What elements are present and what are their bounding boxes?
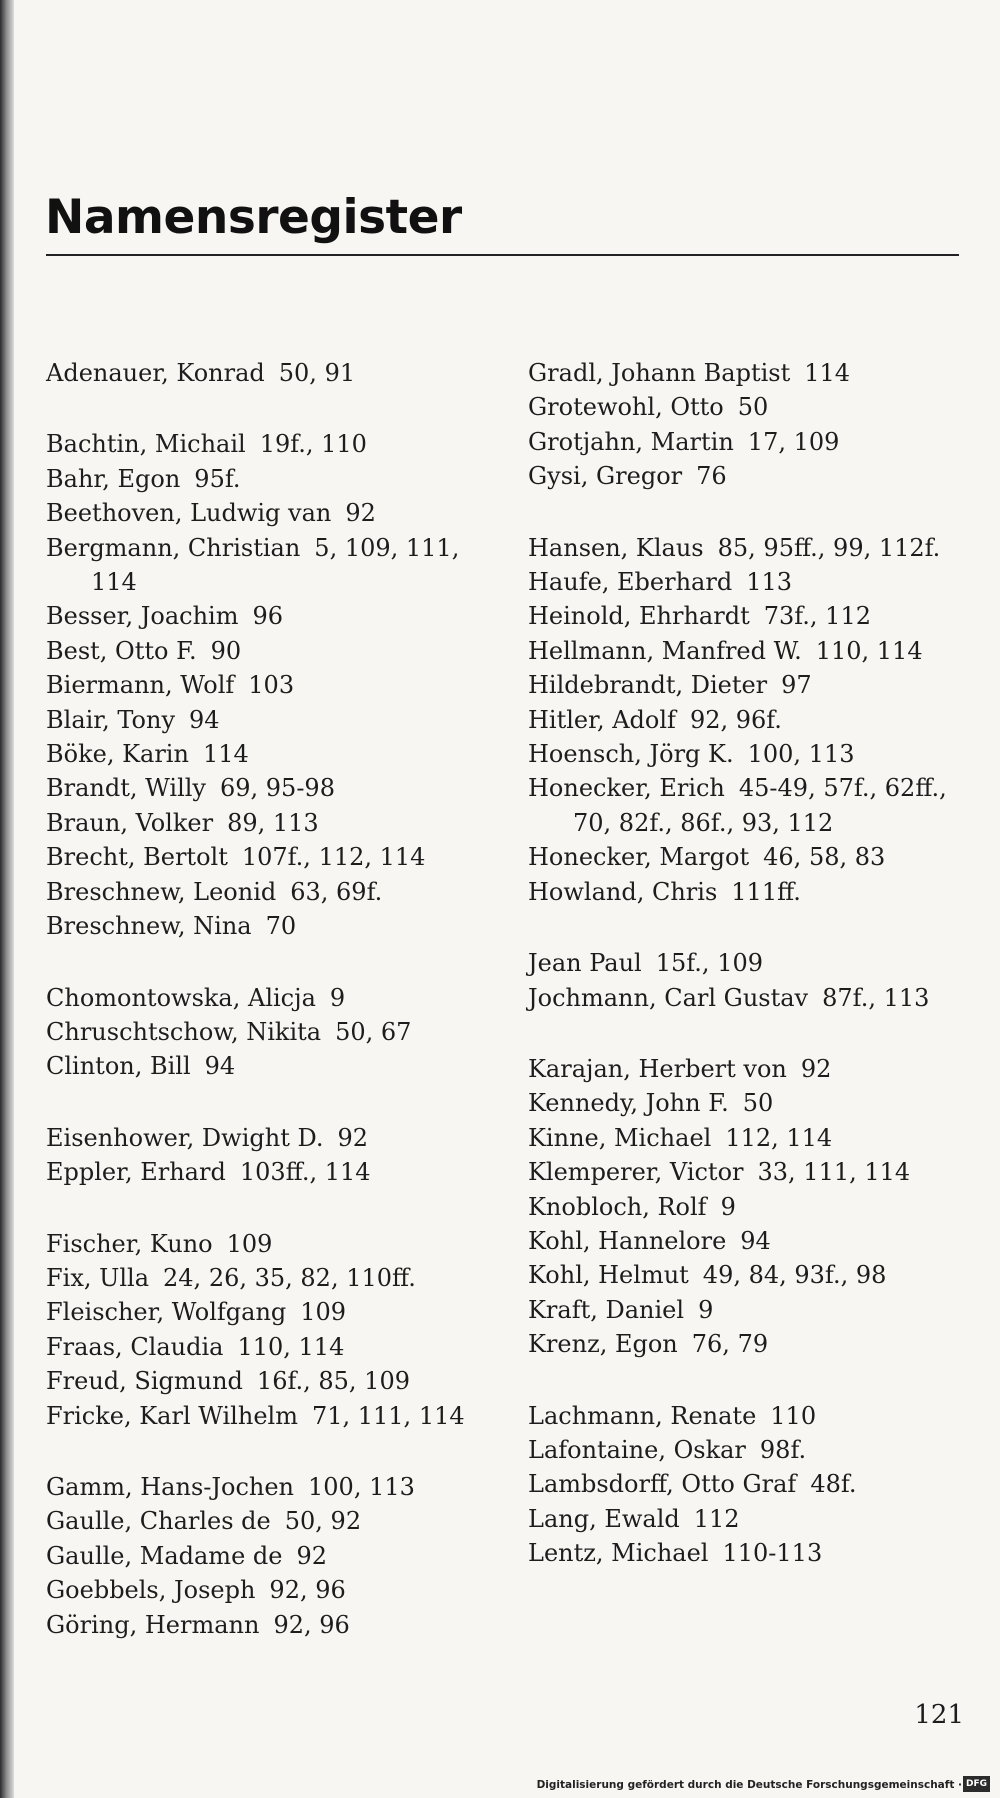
index-entry	[46, 840, 486, 874]
entry-pages: 103	[248, 671, 295, 700]
letter-group-gap	[46, 390, 486, 427]
entry-pages: 110, 114	[237, 1332, 345, 1361]
index-entry	[46, 771, 486, 805]
entry-name: Jochmann, Carl Gustav	[528, 983, 809, 1012]
entry-name: Lachmann, Renate	[528, 1401, 757, 1430]
entry-name: Braun, Volker	[46, 808, 214, 837]
entry-pages: 87f., 113	[822, 983, 930, 1012]
entry-pages: 92, 96	[269, 1576, 346, 1605]
index-entry	[46, 599, 486, 633]
entry-name: Besser, Joachim	[46, 602, 239, 631]
entry-name: Kennedy, John F.	[528, 1089, 729, 1118]
title-rule	[46, 254, 959, 256]
dfg-logo: DFG	[963, 1776, 990, 1792]
entry-name: Hoensch, Jörg K.	[528, 740, 734, 769]
index-column-left	[46, 356, 486, 1642]
entry-name: Klemperer, Victor	[528, 1158, 744, 1187]
entry-pages: 96	[252, 602, 284, 631]
entry-pages: 109	[226, 1229, 273, 1258]
index-entry	[46, 1049, 486, 1083]
entry-pages: 33, 111, 114	[757, 1158, 911, 1187]
index-entry	[46, 1295, 486, 1329]
entry-name: Grotewohl, Otto	[528, 393, 724, 422]
index-entry	[528, 1433, 978, 1467]
entry-name: Best, Otto F.	[46, 636, 197, 665]
entry-name: Eppler, Erhard	[46, 1158, 226, 1187]
index-entry	[46, 356, 486, 390]
entry-pages: 70	[265, 912, 297, 941]
entry-pages: 85, 95ff., 99, 112f.	[717, 533, 941, 562]
index-entry	[528, 1155, 978, 1189]
entry-name: Bachtin, Michail	[46, 430, 246, 459]
entry-name: Breschnew, Nina	[46, 912, 252, 941]
index-entry	[528, 390, 978, 424]
entry-name: Heinold, Ehrhardt	[528, 602, 750, 631]
index-entry	[528, 703, 978, 737]
index-entry	[46, 1504, 486, 1538]
index-entry	[46, 496, 486, 530]
index-entry	[528, 634, 978, 668]
entry-name: Blair, Tony	[46, 705, 175, 734]
index-entry	[528, 565, 978, 599]
entry-pages: 107f., 112, 114	[241, 843, 426, 872]
index-entry	[528, 840, 978, 874]
letter-group-gap	[46, 1433, 486, 1470]
index-entry	[528, 1190, 978, 1224]
entry-name: Hitler, Adolf	[528, 705, 676, 734]
entry-name: Gysi, Gregor	[528, 462, 683, 491]
entry-pages: 50, 92	[284, 1507, 362, 1536]
entry-name: Fraas, Claudia	[46, 1332, 224, 1361]
letter-group-gap	[46, 1084, 486, 1121]
entry-name: Gradl, Johann Baptist	[528, 359, 791, 387]
entry-name: Adenauer, Konrad	[46, 359, 265, 387]
index-entry	[46, 1608, 486, 1642]
index-entry	[46, 1121, 486, 1155]
entry-pages: 94	[740, 1226, 771, 1255]
entry-name: Jean Paul	[528, 949, 642, 978]
entry-pages: 9	[720, 1192, 736, 1221]
index-entry	[46, 531, 486, 600]
entry-name: Fricke, Karl Wilhelm	[46, 1401, 298, 1430]
index-entry	[528, 981, 978, 1015]
entry-name: Clinton, Bill	[46, 1052, 191, 1081]
index-entry	[528, 1293, 978, 1327]
entry-pages: 95f.	[194, 464, 241, 493]
index-entry	[528, 1086, 978, 1120]
entry-name: Kohl, Hannelore	[528, 1226, 727, 1255]
index-entry	[528, 946, 978, 980]
entry-pages: 97	[781, 671, 812, 700]
entry-name: Fischer, Kuno	[46, 1229, 213, 1258]
page-number: 121	[914, 1700, 964, 1730]
entry-name: Gaulle, Madame de	[46, 1541, 283, 1570]
entry-pages: 63, 69f.	[290, 877, 383, 906]
index-entry	[528, 356, 978, 390]
entry-pages: 94	[204, 1052, 236, 1081]
entry-name: Freud, Sigmund	[46, 1367, 243, 1396]
entry-pages: 9	[329, 983, 346, 1012]
entry-pages: 90	[210, 636, 242, 665]
entry-pages: 100, 113	[308, 1472, 415, 1501]
entry-name: Goebbels, Joseph	[46, 1576, 256, 1605]
entry-pages: 114	[804, 359, 851, 387]
entry-pages: 71, 111, 114	[311, 1401, 465, 1430]
index-entry	[528, 1467, 978, 1501]
entry-name: Honecker, Margot	[528, 843, 750, 872]
index-column-right	[528, 356, 978, 1571]
letter-group-gap	[528, 1015, 978, 1052]
entry-name: Hellmann, Manfred W.	[528, 636, 802, 665]
entry-pages: 15f., 109	[655, 949, 763, 978]
letter-group-gap	[46, 1190, 486, 1227]
index-entry	[528, 531, 978, 565]
entry-pages: 92, 96f.	[689, 705, 782, 734]
entry-name: Grotjahn, Martin	[528, 427, 734, 456]
entry-pages: 112, 114	[725, 1123, 833, 1152]
entry-pages: 69, 95-98	[219, 774, 335, 803]
index-entry	[46, 1539, 486, 1573]
letter-group-gap	[46, 944, 486, 981]
index-entry	[528, 1536, 978, 1570]
entry-name: Lambsdorff, Otto Graf	[528, 1470, 797, 1499]
index-entry	[46, 737, 486, 771]
entry-name: Beethoven, Ludwig van	[46, 499, 332, 528]
entry-pages: 114	[202, 740, 249, 769]
index-entry	[46, 1155, 486, 1189]
index-entry	[46, 1364, 486, 1398]
entry-name: Haufe, Eberhard	[528, 568, 733, 597]
entry-pages: 89, 113	[227, 808, 319, 837]
entry-name: Kinne, Michael	[528, 1123, 712, 1152]
entry-pages: 76, 79	[691, 1330, 769, 1359]
entry-name: Krenz, Egon	[528, 1330, 678, 1359]
entry-name: Gaulle, Charles de	[46, 1507, 271, 1536]
entry-pages: 24, 26, 35, 82, 110ff.	[163, 1263, 416, 1292]
entry-pages: 110, 114	[815, 636, 923, 665]
entry-name: Karajan, Herbert von	[528, 1054, 787, 1083]
index-entry	[46, 909, 486, 943]
index-entry	[46, 875, 486, 909]
entry-pages: 73f., 112	[763, 602, 871, 631]
entry-pages: 5, 109, 111, 114	[91, 533, 460, 597]
entry-pages: 109	[300, 1298, 347, 1327]
entry-name: Fleischer, Wolfgang	[46, 1298, 287, 1327]
index-entry	[46, 1573, 486, 1607]
entry-name: Lang, Ewald	[528, 1504, 680, 1533]
entry-name: Honecker, Erich	[528, 774, 725, 803]
entry-pages: 94	[189, 705, 220, 734]
entry-name: Howland, Chris	[528, 877, 718, 906]
entry-pages: 9	[698, 1295, 714, 1324]
digitization-footer: Digitalisierung gefördert durch die Deutsche Forschungsgemeinschaft ·	[536, 1779, 962, 1791]
letter-group-gap	[528, 494, 978, 531]
entry-name: Chomontowska, Alicja	[46, 983, 316, 1012]
entry-name: Böke, Karin	[46, 740, 189, 769]
index-entry	[528, 425, 978, 459]
index-entry	[46, 1330, 486, 1364]
entry-pages: 92	[345, 499, 376, 528]
index-entry	[528, 1121, 978, 1155]
index-entry	[46, 981, 486, 1015]
index-entry	[528, 1052, 978, 1086]
entry-name: Gamm, Hans-Jochen	[46, 1472, 295, 1501]
index-entry	[46, 634, 486, 668]
entry-name: Bergmann, Christian	[46, 533, 301, 562]
index-entry	[46, 806, 486, 840]
entry-name: Hansen, Klaus	[528, 533, 704, 562]
index-entry	[528, 459, 978, 493]
entry-pages: 76	[696, 462, 727, 491]
entry-name: Knobloch, Rolf	[528, 1192, 707, 1221]
index-entry	[46, 1227, 486, 1261]
entry-name: Hildebrandt, Dieter	[528, 671, 768, 700]
entry-pages: 92	[296, 1541, 328, 1570]
entry-name: Biermann, Wolf	[46, 671, 235, 700]
entry-pages: 49, 84, 93f., 98	[702, 1261, 887, 1290]
entry-name: Fix, Ulla	[46, 1263, 150, 1292]
index-entry	[528, 668, 978, 702]
entry-pages: 92, 96	[273, 1610, 350, 1639]
entry-pages: 50	[742, 1089, 774, 1118]
entry-pages: 100, 113	[747, 740, 855, 769]
index-entry	[46, 1015, 486, 1049]
entry-name: Bahr, Egon	[46, 464, 181, 493]
entry-pages: 48f.	[810, 1470, 857, 1499]
scan-page-edge	[0, 0, 14, 1798]
index-entry	[528, 1327, 978, 1361]
index-entry	[46, 1261, 486, 1295]
letter-group-gap	[528, 1362, 978, 1399]
entry-pages: 50, 67	[335, 1017, 412, 1046]
entry-pages: 19f., 110	[259, 430, 367, 459]
index-entry	[528, 1258, 978, 1292]
entry-pages: 50, 91	[278, 359, 356, 387]
entry-name: Brandt, Willy	[46, 774, 206, 803]
entry-name: Breschnew, Leonid	[46, 877, 277, 906]
entry-pages: 103ff., 114	[239, 1158, 371, 1187]
index-entry	[46, 1399, 486, 1433]
index-entry	[528, 1502, 978, 1536]
entry-pages: 112	[693, 1504, 740, 1533]
entry-name: Chruschtschow, Nikita	[46, 1017, 322, 1046]
entry-pages: 98f.	[759, 1435, 807, 1464]
entry-name: Lafontaine, Oskar	[528, 1435, 746, 1464]
entry-name: Kraft, Daniel	[528, 1295, 685, 1324]
entry-name: Göring, Hermann	[46, 1610, 260, 1639]
entry-pages: 45-49, 57f., 62ff., 70, 82f., 86f., 93, 112	[573, 774, 947, 837]
entry-pages: 17, 109	[747, 427, 840, 456]
index-entry	[528, 771, 978, 840]
entry-pages: 92	[800, 1054, 832, 1083]
index-entry	[528, 875, 978, 909]
entry-pages: 16f., 85, 109	[256, 1367, 410, 1396]
page-title: Namensregister	[45, 190, 462, 245]
entry-name: Lentz, Michael	[528, 1539, 709, 1568]
index-entry	[528, 1399, 978, 1433]
letter-group-gap	[528, 909, 978, 946]
index-entry	[46, 703, 486, 737]
index-entry	[46, 427, 486, 461]
entry-name: Brecht, Bertolt	[46, 843, 228, 872]
index-entry	[528, 737, 978, 771]
entry-pages: 111ff.	[731, 877, 801, 906]
entry-pages: 46, 58, 83	[763, 843, 886, 872]
entry-pages: 113	[746, 568, 793, 597]
index-entry	[46, 462, 486, 496]
entry-pages: 110-113	[722, 1539, 823, 1568]
entry-pages: 110	[770, 1401, 817, 1430]
index-entry	[46, 1470, 486, 1504]
entry-pages: 50	[737, 393, 769, 422]
entry-pages: 92	[337, 1123, 369, 1152]
entry-name: Eisenhower, Dwight D.	[46, 1123, 324, 1152]
index-entry	[46, 668, 486, 702]
index-entry	[528, 1224, 978, 1258]
entry-name: Kohl, Helmut	[528, 1261, 689, 1290]
index-entry	[528, 599, 978, 633]
